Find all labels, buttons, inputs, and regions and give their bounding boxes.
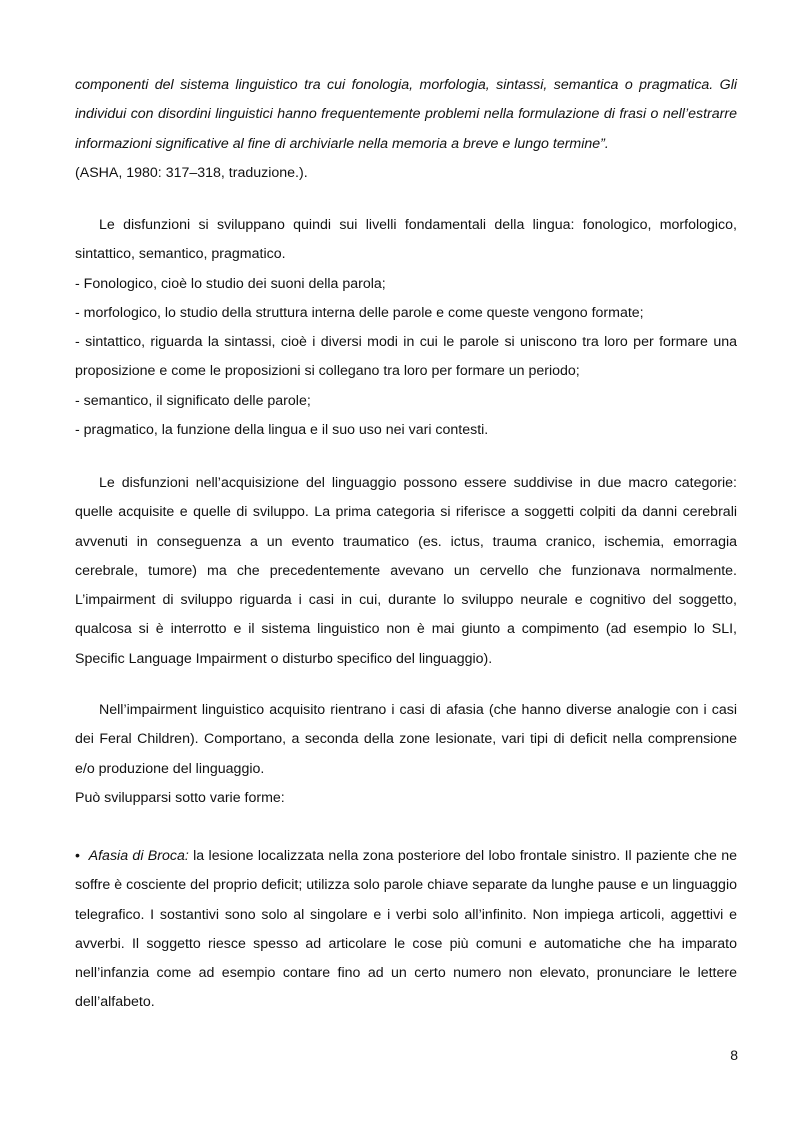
bullet-icon: • — [75, 848, 80, 864]
acquisition-section — [75, 469, 737, 674]
language-levels-section — [75, 211, 737, 445]
quote-text: componenti del sistema linguistico tra cui fonologia, morfologia, sintassi, semantica o pragmatica. Gli individui con disordini linguistici hanno frequentemente problemi nella formulazione di frasi o nell’estrarre informazioni significative al fine di archiviarle nella memoria a breve e lungo termine”. — [75, 77, 737, 152]
levels-intro-paragraph: Le disfunzioni si sviluppano quindi sui livelli fondamentali della lingua: fonologico, morfologico, sintattico, semantico, pragmatico. — [75, 217, 737, 263]
broca-section — [75, 842, 737, 1018]
quote-citation: (ASHA, 1980: 317–318, traduzione.). — [75, 164, 308, 181]
broca-paragraph — [75, 842, 737, 1018]
broca-term: Afasia di Broca: — [88, 848, 189, 864]
list-item-sintattico: - sintattico, riguarda la sintassi, cioè i diversi modi in cui le parole si uniscono tra loro per formare una proposizione e come le proposizioni si collegano tra loro per formare un periodo; — [75, 334, 737, 380]
page-number: 8 — [730, 1047, 738, 1063]
list-item-semantico: - semantico, il significato delle parole; — [75, 392, 311, 409]
afasia-section — [75, 696, 737, 813]
list-item-pragmatico: - pragmatico, la funzione della lingua e il suo uso nei vari contesti. — [75, 422, 489, 439]
list-item-morfologico: - morfologico, lo studio della struttura interna delle parole e come queste vengono formate; — [75, 304, 644, 321]
forms-intro: Può svilupparsi sotto varie forme: — [75, 789, 285, 806]
list-item-fonologico: - Fonologico, cioè lo studio dei suoni della parola; — [75, 275, 386, 292]
quote-section — [75, 71, 737, 188]
afasia-paragraph: Nell’impairment linguistico acquisito rientrano i casi di afasia (che hanno diverse analogie con i casi dei Feral Children). Comportano, a seconda della zone lesionate, vari tipi di deficit nella comprensione e/o produzione del linguaggio. — [75, 702, 737, 777]
broca-description: la lesione localizzata nella zona posteriore del lobo frontale sinistro. Il paziente che ne soffre è cosciente del proprio deficit; utilizza solo parole chiave separate da lunghe pause e un linguaggio telegrafico. I sostantivi sono solo al singolare e i verbi solo all’infinito. Non impiega articoli, aggettivi e avverbi. Il soggetto riesce spesso ad articolare le cose più comuni e automatiche che ha imparato nell’infanzia come ad esempio contare fino ad un certo numero non elevato, pronunciare le lettere dell’alfabeto. — [75, 848, 737, 1011]
acquisition-paragraph: Le disfunzioni nell’acquisizione del linguaggio possono essere suddivise in due macro categorie: quelle acquisite e quelle di sviluppo. La prima categoria si riferisce a soggetti colpiti da danni cerebrali avvenuti in conseguenza a un evento traumatico (es. ictus, trauma cranico, ischemia, emorragia cerebrale, tumore) ma che precedentemente avevano un cervello che funzionava normalmente. L’impairment di sviluppo riguarda i casi in cui, durante lo sviluppo neurale e cognitivo del soggetto, qualcosa si è interrotto e il sistema linguistico non è mai giunto a compimento (ad esempio lo SLI, Specific Language Impairment o disturbo specifico del linguaggio). — [75, 475, 737, 667]
